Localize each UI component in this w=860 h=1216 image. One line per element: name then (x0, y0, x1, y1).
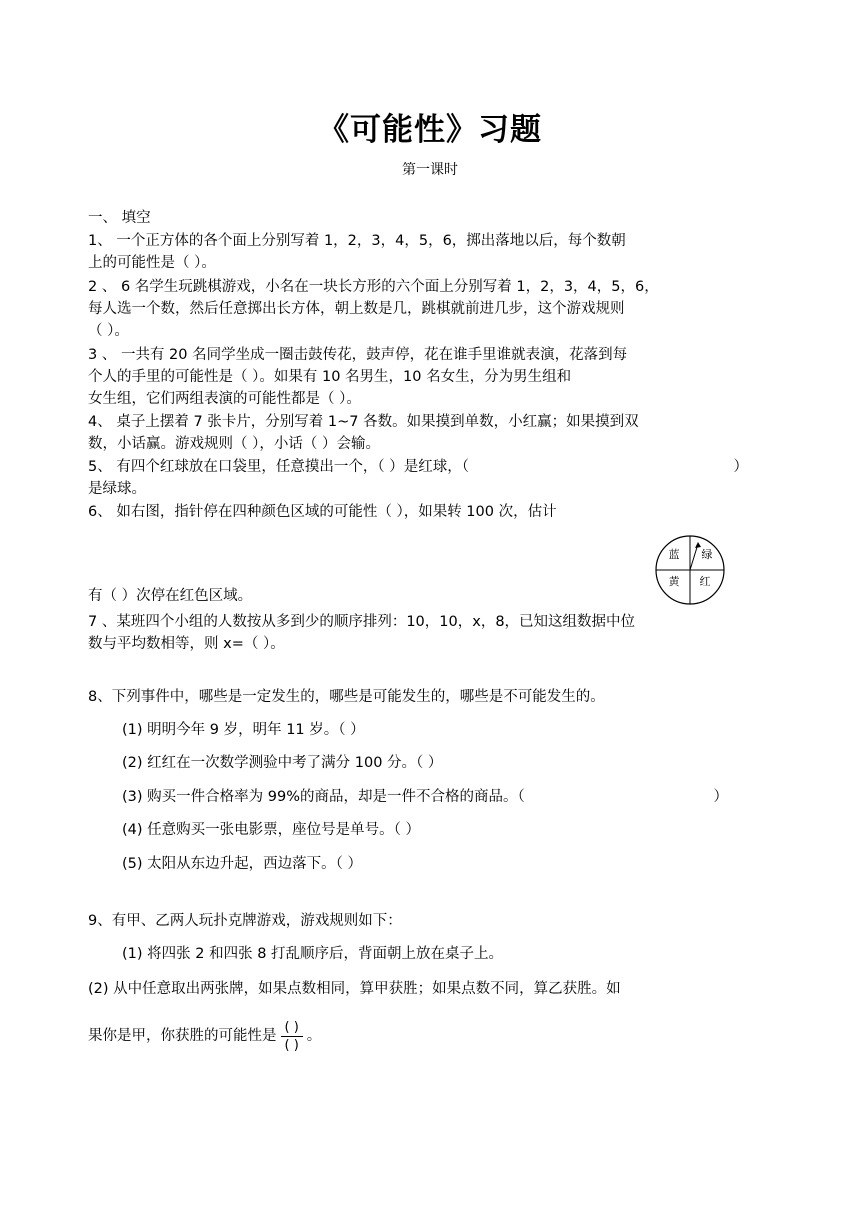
q7-line1: 7 、某班四个小组的人数按从多到少的顺序排列：10，10，x，8，已知这组数据中位 (88, 614, 636, 630)
q9-item-3-text: 果你是甲，你获胜的可能性是 (88, 1028, 277, 1044)
q3-line1: 3 、 一共有 20 名同学坐成一圈击鼓传花，鼓声停，花在谁手里谁就表演，花落到每 (88, 347, 628, 363)
q9-item-1: (1) 将四张 2 和四张 8 打乱顺序后，背面朝上放在桌子上。 (122, 946, 504, 962)
q9-item-3-end: 。 (306, 1028, 322, 1044)
q8-heading: 8、下列事件中，哪些是一定发生的，哪些是可能发生的，哪些是不可能发生的。 (88, 689, 605, 705)
spinner-label-yellow: 黄 (668, 575, 680, 588)
q5-line1-tail: ） (733, 459, 748, 475)
q9-heading: 9、有甲、乙两人玩扑克牌游戏，游戏规则如下： (88, 913, 402, 929)
fraction-denominator: ( ) (284, 1037, 299, 1053)
q8-item-4: (4) 任意购买一张电影票，座位号是单号。（ ） (122, 822, 421, 838)
q3-line2: 个人的手里的可能性是（ ）。如果有 10 名男生，10 名女生，分为男生组和 (88, 369, 572, 385)
q2-line2: 每人选一个数，然后任意掷出长方体，朝上数是几，跳棋就前进几步，这个游戏规则 (88, 301, 625, 317)
fraction-numerator: ( ) (281, 1019, 303, 1037)
q9-item-3 (88, 1016, 748, 1056)
spinner-label-green: 绿 (701, 548, 713, 561)
spinner-label-red: 红 (699, 575, 711, 588)
spinner-label-blue: 蓝 (668, 548, 680, 561)
q8-item-2: (2) 红红在一次数学测验中考了满分 100 分。（ ） (122, 755, 443, 771)
q8-item-1: (1) 明明今年 9 岁，明年 11 岁。（ ） (122, 722, 365, 738)
q8-item-3 (122, 787, 728, 807)
q2-line3: （ ）。 (88, 323, 129, 339)
q2-line1: 2 、 6 名学生玩跳棋游戏，小名在一块长方形的六个面上分别写着 1，2，3，4，5，6， (88, 279, 659, 295)
probability-fraction (281, 1019, 303, 1054)
page-title: 《可能性》习题 (318, 112, 542, 148)
q1-line2: 上的可能性是（ ）。 (88, 255, 216, 271)
q5-line2: 是绿球。 (88, 481, 146, 497)
q4-line2: 数，小话赢。游戏规则（ ），小话（ ）会输。 (88, 436, 380, 452)
q5-line1-text: 5、 有四个红球放在口袋里，任意摸出一个，（ ）是红球，（ (88, 459, 469, 475)
q6-line2: 有（ ）次停在红色区域。 (88, 588, 253, 604)
q7-line2: 数与平均数相等，则 x=（ ）。 (88, 636, 285, 652)
q3-line3: 女生组，它们两组表演的可能性都是（ ）。 (88, 391, 361, 407)
page-subtitle: 第一课时 (402, 162, 458, 178)
q5-line1 (88, 457, 748, 477)
q1-line1: 1、 一个正方体的各个面上分别写着 1，2，3，4，5，6，掷出落地以后，每个数朝 (88, 233, 626, 249)
q8-item-3-text: (3) 购买一件合格率为 99%的商品，却是一件不合格的商品。（ (122, 789, 525, 805)
q8-item-3-tail: ） (713, 789, 728, 805)
q6-line1: 6、 如右图，指针停在四种颜色区域的可能性（ ），如果转 100 次，估计 (88, 504, 557, 520)
section-heading: 一、 填空 (88, 210, 151, 226)
q8-item-5: (5) 太阳从东边升起，西边落下。（ ） (122, 856, 363, 872)
q9-item-2: (2) 从中任意取出两张牌，如果点数相同，算甲获胜；如果点数不同，算乙获胜。如 (88, 981, 621, 997)
q4-line1: 4、 桌子上摆着 7 张卡片，分别写着 1~7 各数。如果摸到单数，小红赢；如果摸到双 (88, 414, 639, 430)
